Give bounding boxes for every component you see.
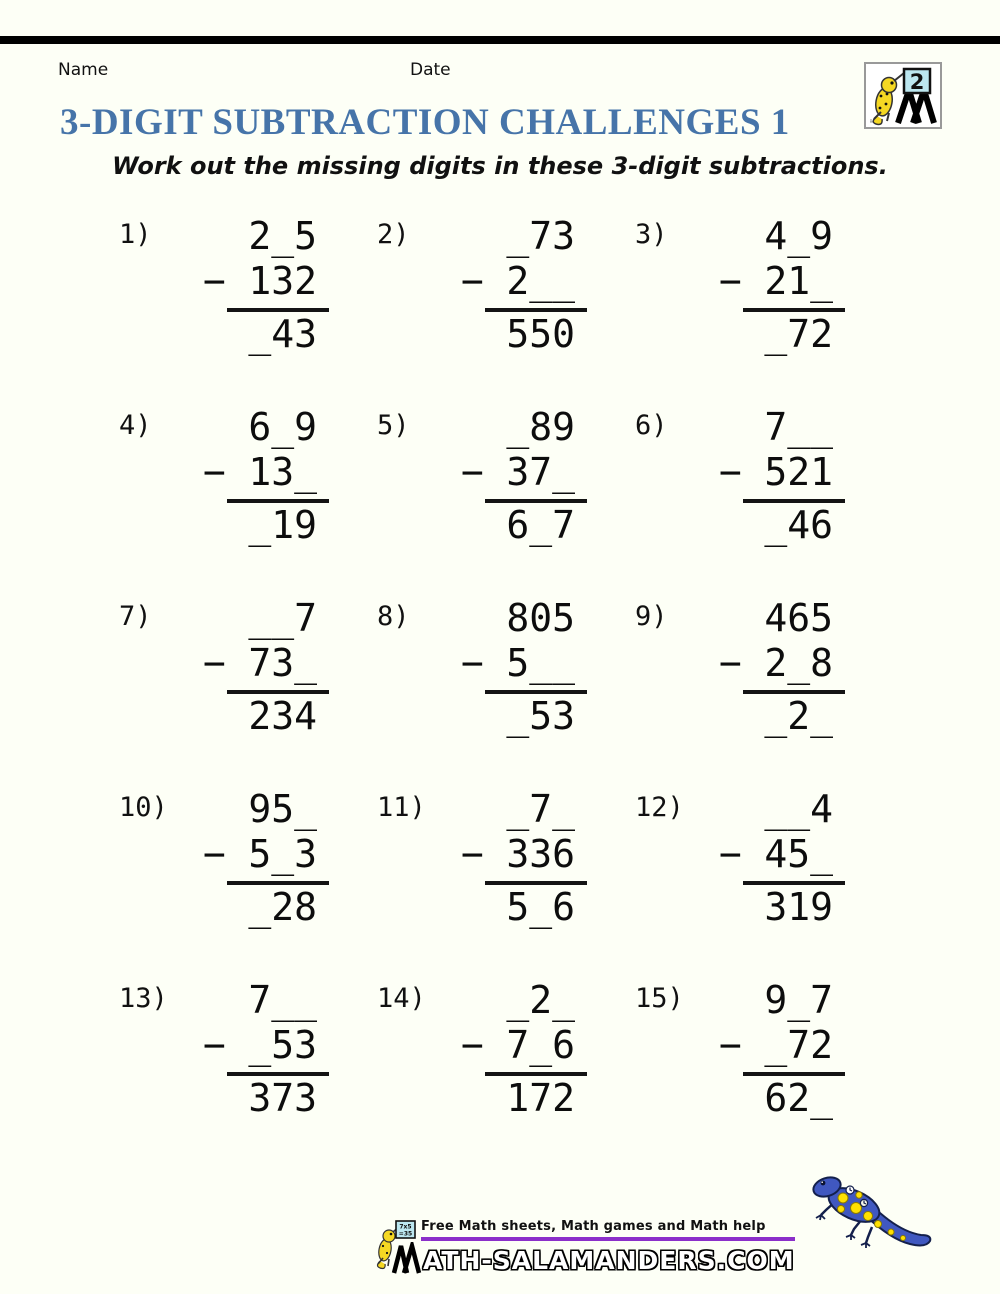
badge-number: 2 [909,70,925,94]
problem-4 [115,405,373,552]
problem-number: 5) [377,410,410,441]
answer: _53 [506,694,575,738]
subtraction-stack [719,214,845,357]
answer: 234 [248,694,317,738]
problem-number: 9) [635,601,668,632]
problem-2 [373,214,631,361]
minus-sign: − [203,450,226,494]
subtrahend: 73_ [248,641,317,685]
subtraction-stack [203,787,329,930]
minus-sign: − [719,450,742,494]
minuend: _2_ [506,978,575,1022]
page-title: 3-DIGIT SUBTRACTION CHALLENGES 1 [60,102,790,143]
footer-sign-line1: 7x5 [399,1223,412,1231]
subtrahend-row [719,259,845,304]
subtrahend-row [461,832,587,877]
minus-sign: − [461,1023,484,1067]
minus-sign: − [203,259,226,303]
subtrahend-row [203,259,329,304]
minuend: __7 [248,596,317,640]
minus-sign: − [203,832,226,876]
problem-number: 13) [119,983,168,1014]
page-top-border [0,36,1000,44]
subtraction-stack [461,405,587,548]
problems-grid [115,214,889,1125]
subtrahend-row [203,832,329,877]
answer: _43 [248,312,317,356]
subtrahend: 45_ [764,832,833,876]
problem-10 [115,787,373,934]
answer: _28 [248,885,317,929]
salamander-badge-icon [866,64,940,127]
problem-number: 3) [635,219,668,250]
subtrahend: 13_ [248,450,317,494]
answer: 5_6 [506,885,575,929]
minus-sign: − [203,641,226,685]
problem-1 [115,214,373,361]
footer-branding [372,1219,795,1275]
problem-11 [373,787,631,934]
footer-wordmark-text: ATH-SALAMANDERS.COM [423,1246,795,1275]
minus-sign: − [719,259,742,303]
subtrahend: 132 [248,259,317,303]
subtraction-stack [203,405,329,548]
minus-sign: − [461,832,484,876]
problem-3 [631,214,889,361]
name-field-label: Name [58,60,109,80]
answer: 62_ [764,1076,833,1120]
subtrahend-row [461,450,587,495]
subtrahend-row [719,450,845,495]
subtrahend: 521 [764,450,833,494]
answer: 550 [506,312,575,356]
subtrahend-row [461,259,587,304]
subtraction-stack [719,596,845,739]
problem-9 [631,596,889,743]
subtraction-stack [719,978,845,1121]
subtrahend-row [719,641,845,686]
minuend: _7_ [506,787,575,831]
problem-number: 4) [119,410,152,441]
subtrahend-row [203,1023,329,1068]
problem-number: 1) [119,219,152,250]
subtraction-stack [719,787,845,930]
minus-sign: − [461,259,484,303]
subtrahend-row [461,1023,587,1068]
minus-sign: − [719,832,742,876]
subtrahend: 336 [506,832,575,876]
minuend: 6_9 [248,405,317,449]
problem-number: 12) [635,792,684,823]
problem-15 [631,978,889,1125]
minus-sign: − [461,450,484,494]
minuend: 2_5 [248,214,317,258]
minus-sign: − [461,641,484,685]
subtrahend: 21_ [764,259,833,303]
subtraction-stack [461,214,587,357]
minuend: 7__ [764,405,833,449]
answer: _72 [764,312,833,356]
minuend: 4_9 [764,214,833,258]
subtraction-stack [203,214,329,357]
problem-number: 10) [119,792,168,823]
answer: 319 [764,885,833,929]
subtrahend-row [203,641,329,686]
minuend: 805 [506,596,575,640]
problem-6 [631,405,889,552]
problem-5 [373,405,631,552]
problem-14 [373,978,631,1125]
worksheet-instruction: Work out the missing digits in these 3-digit subtractions. [112,152,888,180]
minuend: 95_ [248,787,317,831]
problem-7 [115,596,373,743]
answer: 6_7 [506,503,575,547]
answer: 373 [248,1076,317,1120]
subtrahend: 5__ [506,641,575,685]
subtrahend-row [203,450,329,495]
subtrahend: 2_8 [764,641,833,685]
subtraction-stack [461,787,587,930]
minus-sign: − [719,1023,742,1067]
minuend: 465 [764,596,833,640]
blue-salamander-icon [810,1163,940,1258]
problem-number: 11) [377,792,426,823]
problem-number: 15) [635,983,684,1014]
answer: _2_ [764,694,833,738]
blue-salamander-illustration [810,1163,940,1262]
problem-12 [631,787,889,934]
subtraction-stack [203,978,329,1121]
subtrahend: 2__ [506,259,575,303]
subtrahend-row [719,1023,845,1068]
answer: 172 [506,1076,575,1120]
subtraction-stack [203,596,329,739]
minus-sign: − [203,1023,226,1067]
wordmark-m-icon [391,1242,423,1275]
footer-purple-divider [421,1237,795,1241]
subtrahend: 5_3 [248,832,317,876]
problem-13 [115,978,373,1125]
answer: _19 [248,503,317,547]
problem-8 [373,596,631,743]
math-salamanders-badge [864,62,942,129]
problem-number: 7) [119,601,152,632]
subtrahend: 7_6 [506,1023,575,1067]
problem-number: 6) [635,410,668,441]
minuend: __4 [764,787,833,831]
subtrahend-row [719,832,845,877]
subtrahend: 37_ [506,450,575,494]
footer-sign-line2: =35 [398,1230,413,1238]
footer-tagline: Free Math sheets, Math games and Math help [421,1219,766,1234]
subtrahend-row [461,641,587,686]
footer-text-block [421,1219,795,1275]
subtraction-stack [719,405,845,548]
problem-number: 2) [377,219,410,250]
footer-wordmark [391,1242,795,1275]
minuend: _89 [506,405,575,449]
problem-number: 8) [377,601,410,632]
minuend: 7__ [248,978,317,1022]
minus-sign: − [719,641,742,685]
subtrahend: _53 [248,1023,317,1067]
answer: _46 [764,503,833,547]
minuend: 9_7 [764,978,833,1022]
problem-number: 14) [377,983,426,1014]
subtraction-stack [461,978,587,1121]
subtraction-stack [461,596,587,739]
date-field-label: Date [410,60,451,80]
minuend: _73 [506,214,575,258]
subtrahend: _72 [764,1023,833,1067]
